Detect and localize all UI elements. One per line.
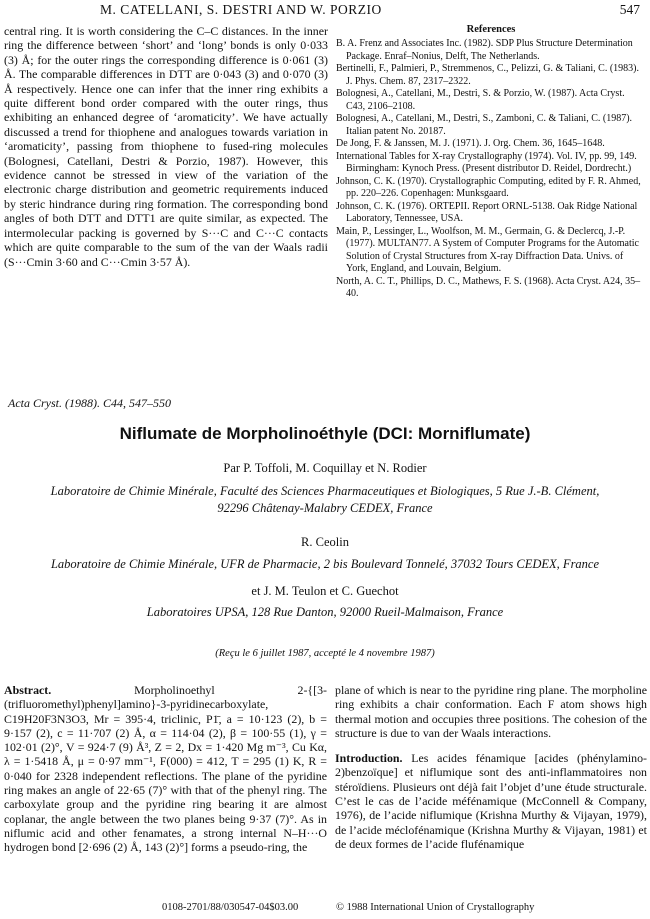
- reference-item: Bolognesi, A., Catellani, M., Destri, S. & Porzio, W. (1987). Acta Cryst. C43, 2106–2108.: [336, 88, 625, 112]
- footer-copyright: © 1988 International Union of Crystallography: [336, 902, 535, 913]
- reference-item: De Jong, F. & Janssen, M. J. (1971). J. Org. Chem. 36, 1645–1648.: [336, 138, 605, 149]
- page-number: 547: [619, 2, 640, 17]
- reference-item: Johnson, C. K. (1970). Crystallographic Computing, edited by F. R. Ahmed, pp. 220–226. Copenhagen: Munksgaard.: [336, 175, 641, 199]
- affiliation-3: Laboratoires UPSA, 128 Rue Danton, 92000 Rueil-Malmaison, France: [146, 605, 504, 619]
- authors-line-3: et J. M. Teulon et C. Guechot: [251, 584, 399, 598]
- running-head: M. CATELLANI, S. DESTRI AND W. PORZIO: [100, 2, 382, 17]
- affiliation-2: Laboratoire de Chimie Minérale, UFR de Pharmacie, 2 bis Boulevard Tonnelé, 37032 Tours CEDEX, France: [50, 557, 600, 571]
- page-header: [0, 0, 650, 22]
- authors-line-1: Par P. Toffoli, M. Coquillay et N. Rodier: [223, 461, 427, 475]
- received-date: (Reçu le 6 juillet 1987, accepté le 4 novembre 1987): [215, 648, 435, 659]
- abstract-continuation: plane of which is near to the pyridine ring plane. The morpholine ring exhibits a chair conformation. Each F atom shows high thermal motion and occupies three positions. The cohesion of the structure is due to van der Waals interactions.: [335, 683, 647, 740]
- previous-article-conclusion: [4, 24, 328, 269]
- journal-citation: Acta Cryst. (1988). C44, 547–550: [8, 396, 171, 410]
- article-title: Niflumate de Morpholinoéthyle (DCI: Morniflumate): [119, 424, 531, 443]
- authors-line-2: R. Ceolin: [301, 535, 349, 549]
- reference-item: Johnson, C. K. (1976). ORTEPII. Report ORNL-5138. Oak Ridge National Laboratory, Tennessee, USA.: [336, 200, 638, 224]
- abstract-column: [4, 683, 327, 855]
- reference-item: Main, P., Lessinger, L., Woolfson, M. M., Germain, G. & Declercq, J.-P. (1977). MULTAN77. A System of Computer Programs for the Automatic Solution of Crystal Structures from X-ray Diffraction Data. Univs. of York, England, and Louvain, Belgium.: [336, 225, 639, 274]
- introduction-label: Introduction.: [335, 751, 403, 766]
- reference-item: North, A. C. T., Phillips, D. C., Mathews, F. S. (1968). Acta Cryst. A24, 35–40.: [336, 275, 641, 299]
- references-section: [336, 24, 646, 301]
- previous-article-text: central ring. It is worth considering the C–C distances. In the inner ring the difference between ‘short’ and ‘long’ bonds is only 0·033 (3) Å; for the outer rings the corresponding difference is 0·061 (3) Å. The comparable differences in DTT are 0·043 (3) and 0·070 (3) Å respectively. Hence one can infer that the inner ring exhibits a quite different bond order compared with the outer rings, thus exhibiting an enhanced degree of ‘aromaticity’. We have actually discussed a trend for thiophene and analogues towards variation in ‘aromaticity’, passing from thiophene to fused-ring molecules (Bolognesi, Catellani, Destri & Porzio, 1987). However, this evidence cannot be stressed in view of the variation of the electronic charge distribution and geometric requirements induced by steric hindrance during ring formation. The corresponding bond angles of both DTT and DTT1 are quite similar, as expected. The intermolecular packing is governed by S···C and C···C contacts which are quite comparable to the sum of the van der Waals radii (S···Cmin 3·60 and C···Cmin 3·57 Å).: [4, 24, 328, 269]
- abstract-continuation-column: [335, 683, 647, 851]
- reference-item: Bertinelli, F., Palmieri, P., Stremmenos, C., Pelizzi, G. & Taliani, C. (1983). J. Phys. Chem. 87, 2317–2322.: [336, 63, 640, 87]
- affiliation-1-line-2: 92296 Châtenay-Malabry CEDEX, France: [217, 501, 433, 515]
- references-heading: References: [466, 24, 516, 35]
- reference-item: International Tables for X-ray Crystallography (1974). Vol. IV, pp. 99, 149. Birmingham: Kynoch Press. (Present distributor D. Reidel, Dordrecht.): [336, 150, 637, 174]
- abstract-text: Morpholinoethyl 2-{[3-(trifluoromethyl)phenyl]amino}-3-pyridinecarboxylate, C19H20F3N3O3, Mr = 395·4, triclinic, P1̄, a = 10·123 (2), b = 9·157 (2), c = 11·707 (2) Å, α = 114·04 (2), β = 100·55 (1), γ = 102·01 (2)°, V = 924·7 (9) Å³, Z = 2, Dx = 1·420 Mg m⁻³, Cu Kα, λ = 1·5418 Å, μ = 0·97 mm⁻¹, F(000) = 412, T = 295 (1) K, R = 0·040 for 2328 independent reflections. The plane of the pyridine ring makes an angle of 22·65 (7)° with that of the phenyl ring. The carboxylate group and the pyridine ring bearing it are almost coplanar, the angle between the two planes being 9·37 (7)°. As in niflumic acid and other fenamates, a strong internal N–H···O hydrogen bond [2·696 (2) Å, 143 (2)°] forms a pseudo-ring, the: [4, 683, 327, 855]
- reference-item: B. A. Frenz and Associates Inc. (1982). SDP Plus Structure Determination Package. Enraf–Nonius, Delft, The Netherlands.: [336, 38, 633, 62]
- footer-article-code: 0108-2701/88/030547-04$03.00: [162, 902, 299, 913]
- affiliation-1-line-1: Laboratoire de Chimie Minérale, Faculté des Sciences Pharmaceutiques et Biologiques, 5 Rue J.-B. Clément,: [50, 484, 600, 498]
- reference-item: Bolognesi, A., Catellani, M., Destri, S., Zamboni, C. & Taliani, C. (1987). Italian patent No. 20187.: [336, 113, 633, 137]
- abstract-label: Abstract.: [4, 683, 52, 697]
- references-list: [336, 38, 646, 301]
- introduction-text: Les acides fénamique [acides (phénylamino-2)benzoïque] et niflumique sont des anti-inflammatoires non stéroïdiens. Plusieurs ont déjà fait l’objet d’une étude structurale. C’est le cas de l’acide méfénamique (McConnell & Company, 1976), de l’acide niflumique (Krishna Murthy & Vijayan, 1979), de l’acide méclofénamique (Krishna Murthy & Vijayan, 1981) et de deux formes de l’acide flufénamique: [335, 751, 647, 851]
